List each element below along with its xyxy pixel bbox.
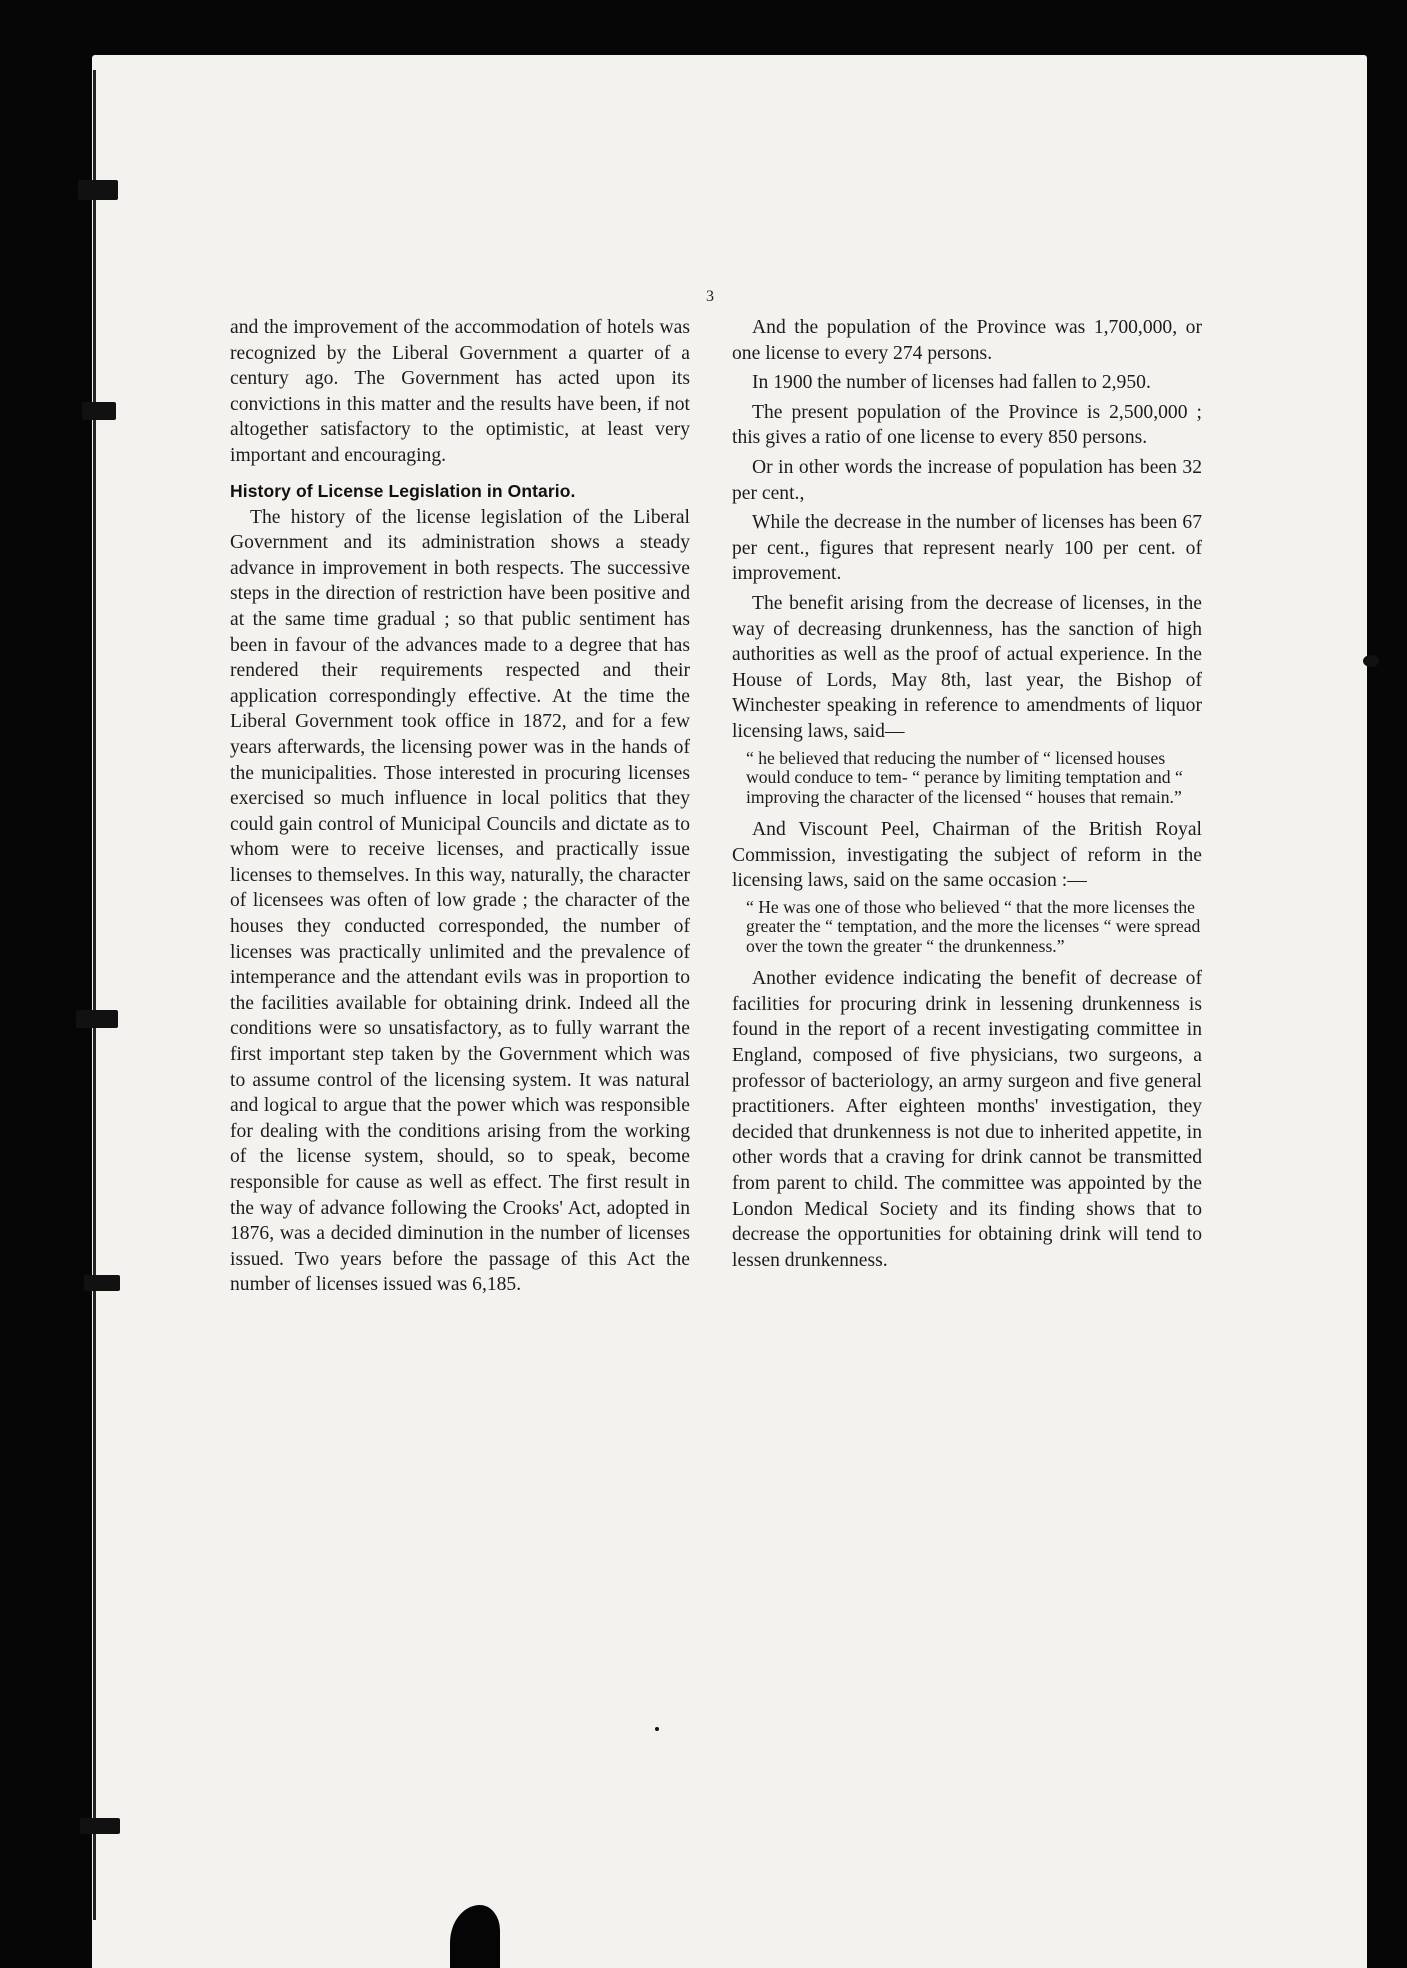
paragraph: And the population of the Province was 1,700,000, or one license to every 274 persons. — [732, 317, 1202, 364]
paragraph: The benefit arising from the decrease of licenses, in the way of decreasing drunkenness, has the sanction of high authorities as well as the proof of actual experience. In the House of Lords, May 8th, last year, the Bishop of Winchester speaking in reference to amendments of liquor licensing laws, said— — [732, 592, 1202, 742]
peel-quote: “ He was one of those who believed “ that the more licenses the greater the “ temptation, and the more the licenses “ were spread over the town the greater “ the drunkenness.” — [746, 896, 1201, 956]
binding-mark — [78, 180, 118, 200]
binding-mark — [84, 1275, 120, 1291]
scan-speck — [655, 1727, 659, 1731]
right-column — [732, 315, 1202, 1277]
paragraph: In 1900 the number of licenses had fallen to 2,950. — [752, 372, 1151, 394]
binding-mark — [76, 1010, 118, 1028]
section-heading: History of License Legislation in Ontario. — [230, 480, 576, 501]
binding-mark — [82, 402, 116, 420]
paragraph: Another evidence indicating the benefit of decrease of facilities for procuring drink in lessening drunkenness is found in the report of a recent investigating committee in England, composed of five physicians, two surgeons, a professor of bacteriology, an army surgeon and five general practitioners. After eighteen months' investigation, they decided that drunkenness is not due to inherited appetite, in other words that a craving for drink cannot be transmitted from parent to child. The committee was appointed by the London Medical Society and its finding shows that to decrease the opportunities for obtaining drink will tend to lessen drunkenness. — [732, 968, 1202, 1271]
paragraph: While the decrease in the number of licenses has been 67 per cent., figures that represent nearly 100 per cent. of improvement. — [732, 512, 1202, 585]
bishop-quote: “ he believed that reducing the number of “ licensed houses would conduce to tem- “ perance by limiting temptation and “ improving the character of the licensed “ houses that remain.” — [746, 747, 1183, 807]
paragraph: And Viscount Peel, Chairman of the British Royal Commission, investigating the subject of reform in the licensing laws, said on the same occasion :— — [732, 819, 1202, 892]
binding-edge — [93, 70, 96, 1920]
scan-speck — [1363, 655, 1379, 667]
history-paragraph: The history of the license legislation of the Liberal Government and its administration shows a steady advance in improvement in both respects. The successive steps in the direction of restriction have been positive and at the same time gradual ; so that public sentiment has been in favour of the advances made to a degree that has rendered their requirements respected and their application correspondingly effective. At the time the Liberal Government took office in 1872, and for a few years afterwards, the licensing power was in the hands of the municipalities. Those interested in procuring licenses exercised so much influence in local politics that they could gain control of Municipal Councils and dictate as to whom were to receive licenses, and practically issue licenses to themselves. In this way, naturally, the character of licensees was often of low grade ; the character of the houses they conducted corresponded, the number of licenses was practically unlimited and the prevalence of intemperance and the attendant evils was in proportion to the facilities available for obtaining drink. Indeed all the conditions were so unsatisfactory, as to fully warrant the first important step taken by the Government which was to assume control of the licensing system. It was natural and logical to argue that the power which was responsible for dealing with the conditions arising from the working of the license system, should, so to speak, become responsible for cause as well as effect. The first result in the way of advance following the Crooks' Act, adopted in 1876, was a decided diminution in the number of licenses issued. Two years before the passage of this Act the number of licenses issued was 6,185. — [230, 506, 690, 1296]
intro-paragraph: and the improvement of the accommodation of hotels was recognized by the Liberal Government a quarter of a century ago. The Government has acted upon its convictions in this matter and the results have been, if not altogether satisfactory to the optimistic, at least very important and encouraging. — [230, 317, 690, 466]
page-number: 3 — [706, 288, 714, 305]
left-column — [230, 315, 690, 1302]
binding-mark — [80, 1818, 120, 1834]
paragraph: Or in other words the increase of population has been 32 per cent., — [732, 456, 1202, 504]
paragraph: The present population of the Province is 2,500,000 ; this gives a ratio of one license to every 850 persons. — [732, 401, 1202, 449]
